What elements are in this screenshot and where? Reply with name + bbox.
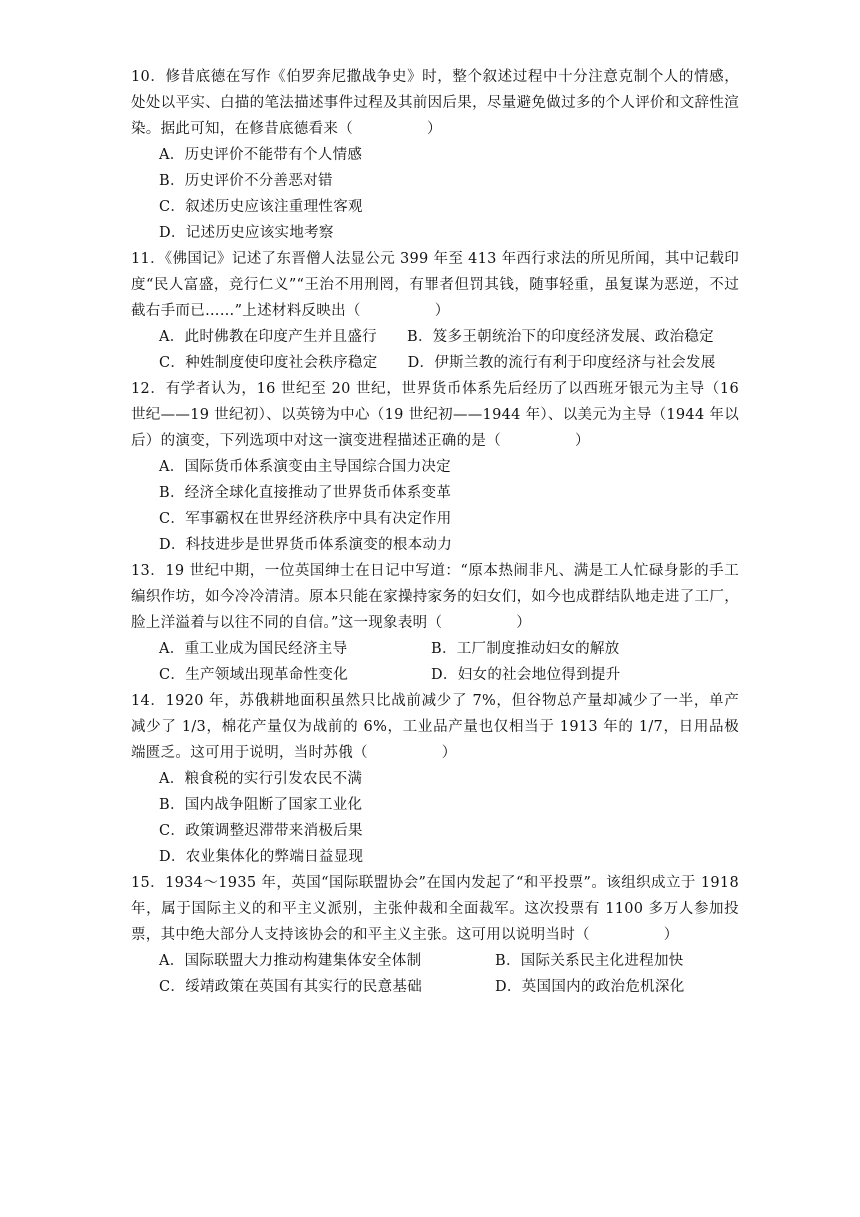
option-a: A．此时佛教在印度产生并且盛行 [159, 329, 377, 345]
question-stem: 15．1934～1935 年，英国“国际联盟协会”在国内发起了“和平投票”。该组织成立于 1918 年，属于国际主义的和平主义派别，主张仲裁和全面裁军。这次投票有 1100 多万人参加投票，其中绝大部分人支持该协会的和平主义主张。这可用以说明当时（ ） [131, 875, 739, 943]
question-stem: 12．有学者认为，16 世纪至 20 世纪，世界货币体系先后经历了以西班牙银元为主导（16 世纪——19 世纪初）、以英镑为中心（19 世纪初——1944 年）、以美元为主导（1944 年以后）的演变，下列选项中对这一演变进程描述正确的是（ ） [131, 381, 739, 449]
question-stem: 11．《佛国记》记述了东晋僧人法显公元 399 年至 413 年西行求法的所见所闻，其中记载印度“民人富盛，竞行仁义”“王治不用刑罔，有罪者但罚其钱，随事轻重，虽复谋为恶逆，不过截右手而已……”上述材料反映出（ ） [131, 251, 739, 319]
options-ab [131, 636, 739, 662]
question-12 [131, 376, 739, 558]
option-b: B．国内战争阻断了国家工业化 [159, 797, 363, 813]
question-13 [131, 558, 739, 688]
question-stem: 10．修昔底德在写作《伯罗奔尼撒战争史》时，整个叙述过程中十分注意克制个人的情感，处处以平实、白描的笔法描述事件过程及其前因后果，尽量避免做过多的个人评价和文辞性渲染。据此可知，在修昔底德看来（ ） [131, 69, 739, 137]
option-c: C．绥靖政策在英国有其实行的民意基础 [159, 979, 422, 995]
options-ab [131, 324, 739, 350]
option-a: A．国际联盟大力推动构建集体安全体制 [159, 953, 422, 969]
option-b: B．工厂制度推动妇女的解放 [431, 641, 620, 657]
question-list [131, 64, 739, 1000]
option-d: D．农业集体化的弊端日益显现 [159, 849, 364, 865]
option-b: B．历史评价不分善恶对错 [159, 173, 333, 189]
option-a: A．重工业成为国民经济主导 [159, 641, 348, 657]
question-stem: 13．19 世纪中期，一位英国绅士在日记中写道：“原本热闹非凡、满是工人忙碌身影的手工编织作坊，如今冷冷清清。原本只能在家操持家务的妇女们，如今也成群结队地走进了工厂，脸上洋溢着与以往不同的自信。”这一现象表明（ ） [131, 563, 739, 631]
question-10 [131, 64, 739, 246]
option-b: B．笈多王朝统治下的印度经济发展、政治稳定 [406, 329, 714, 345]
option-c: C．叙述历史应该注重理性客观 [159, 199, 363, 215]
option-d: D．科技进步是世界货币体系演变的根本动力 [159, 537, 453, 553]
options-cd [131, 974, 739, 1000]
option-d: D．伊斯兰教的流行有利于印度经济与社会发展 [407, 355, 716, 371]
options-cd [131, 350, 739, 376]
question-14 [131, 688, 739, 870]
question-11 [131, 246, 739, 376]
option-c: C．生产领域出现革命性变化 [159, 667, 348, 683]
option-a: A．粮食税的实行引发农民不满 [159, 771, 363, 787]
option-c: C．政策调整迟滞带来消极后果 [159, 823, 363, 839]
option-d: D．英国国内的政治危机深化 [495, 979, 685, 995]
question-stem: 14．1920 年，苏俄耕地面积虽然只比战前减少了 7%，但谷物总产量却减少了一半，单产减少了 1/3，棉花产量仅为战前的 6%，工业品产量也仅相当于 1913 年的 1/7，日用品极端匮乏。这可用于说明，当时苏俄（ ） [131, 693, 739, 761]
option-a: A．历史评价不能带有个人情感 [159, 147, 363, 163]
options-ab [131, 948, 739, 974]
options-cd [131, 662, 739, 688]
option-d: D．记述历史应该实地考察 [159, 225, 334, 241]
option-b: B．经济全球化直接推动了世界货币体系变革 [159, 485, 452, 501]
question-15 [131, 870, 739, 1000]
option-a: A．国际货币体系演变由主导国综合国力决定 [159, 459, 451, 475]
option-c: C．种姓制度使印度社会秩序稳定 [159, 355, 378, 371]
option-d: D．妇女的社会地位得到提升 [431, 667, 621, 683]
option-b: B．国际关系民主化进程加快 [495, 953, 684, 969]
option-c: C．军事霸权在世界经济秩序中具有决定作用 [159, 511, 452, 527]
